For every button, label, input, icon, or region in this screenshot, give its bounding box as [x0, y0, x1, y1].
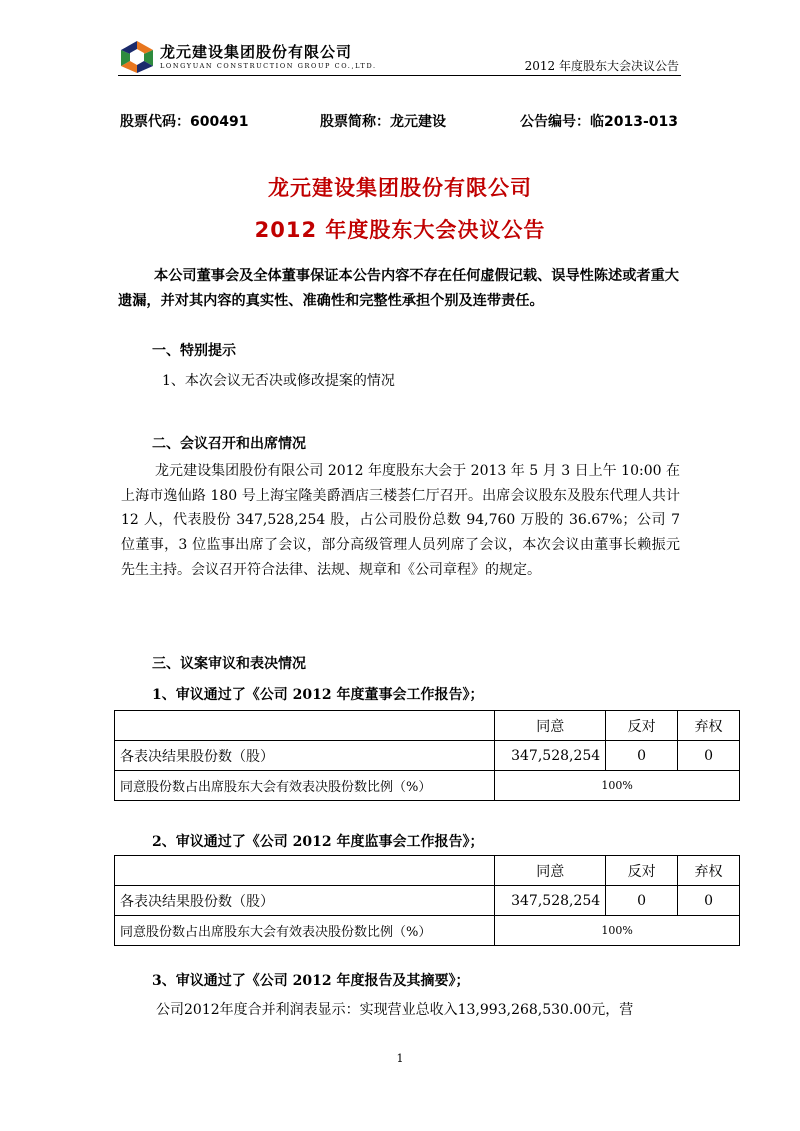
table-row [115, 711, 740, 741]
abstain-shares: 0 [678, 741, 740, 771]
row-ratio-label: 同意股份数占出席股东大会有效表决股份数比例（%） [115, 916, 495, 946]
motion1-title: 1、审议通过了《公司 2012 年度董事会工作报告》； [152, 687, 484, 703]
against-shares: 0 [606, 886, 678, 916]
agree-ratio: 100% [495, 916, 740, 946]
table-row [115, 771, 740, 801]
col-abstain: 弃权 [678, 856, 740, 886]
title-line-2: 2012 年度股东大会决议公告 [254, 218, 546, 242]
table-row [115, 856, 740, 886]
table-row [115, 886, 740, 916]
table-cell-empty [115, 711, 495, 741]
col-agree: 同意 [495, 711, 606, 741]
col-abstain: 弃权 [678, 711, 740, 741]
table-cell-empty [115, 856, 495, 886]
section2-heading: 二、会议召开和出席情况 [152, 436, 306, 452]
header-divider [118, 75, 681, 76]
company-name-cn: 龙元建设集团股份有限公司 [160, 43, 353, 61]
board-statement: 本公司董事会及全体董事保证本公告内容不存在任何虚假记载、误导性陈述或者重大遗漏，并对其内容的真实性、准确性和完整性承担个别及连带责任。 [118, 268, 679, 309]
row-shares-label: 各表决结果股份数（股） [115, 741, 495, 771]
company-name-en: LONGYUAN CONSTRUCTION GROUP CO.,LTD. [160, 62, 377, 70]
stock-code: 股票代码：600491 [120, 114, 249, 130]
row-ratio-label: 同意股份数占出席股东大会有效表决股份数比例（%） [115, 771, 495, 801]
section2-paragraph: 龙元建设集团股份有限公司 2012 年度股东大会于 2013 年 5 月 3 日上午 10:00 在上海市逸仙路 180 号上海宝隆美爵酒店三楼荟仁厅召开。出席会议股东及股东代理人共计 12 人，代表股份 347,528,254 股，占公司股份总数 94,760 万股的 36.67%；公司 7 位董事，3 位监事出席了会议，部分高级管理人员列席了会议，本次会议由董事长赖振元先生主持。会议召开符合法律、法规、规章和《公司章程》的规定。 [121, 463, 680, 578]
agree-shares: 347,528,254 [495, 886, 606, 916]
page-number: 1 [396, 1052, 404, 1065]
agree-shares: 347,528,254 [495, 741, 606, 771]
section1-heading: 一、特别提示 [152, 343, 236, 359]
announcement-number: 公告编号：临2013-013 [520, 114, 678, 130]
stock-name: 股票简称：龙元建设 [320, 114, 446, 130]
motion3-title: 3、审议通过了《公司 2012 年度报告及其摘要》； [152, 973, 470, 989]
table-row [115, 741, 740, 771]
motion2-title: 2、审议通过了《公司 2012 年度监事会工作报告》； [152, 834, 484, 850]
section3-heading: 三、议案审议和表决情况 [152, 656, 306, 672]
col-against: 反对 [606, 711, 678, 741]
agree-ratio: 100% [495, 771, 740, 801]
against-shares: 0 [606, 741, 678, 771]
col-against: 反对 [606, 856, 678, 886]
section1-item1: 1、本次会议无否决或修改提案的情况 [162, 373, 395, 389]
abstain-shares: 0 [678, 886, 740, 916]
table-row [115, 916, 740, 946]
motion2-vote-table [114, 855, 740, 946]
motion3-text: 公司2012年度合并利润表显示：实现营业总收入13,993,268,530.00元，营 [156, 1002, 634, 1018]
row-shares-label: 各表决结果股份数（股） [115, 886, 495, 916]
longyuan-logo-icon [120, 40, 154, 74]
motion1-vote-table [114, 710, 740, 801]
title-line-1: 龙元建设集团股份有限公司 [268, 176, 532, 200]
header-doc-title: 2012 年度股东大会决议公告 [524, 59, 679, 73]
col-agree: 同意 [495, 856, 606, 886]
